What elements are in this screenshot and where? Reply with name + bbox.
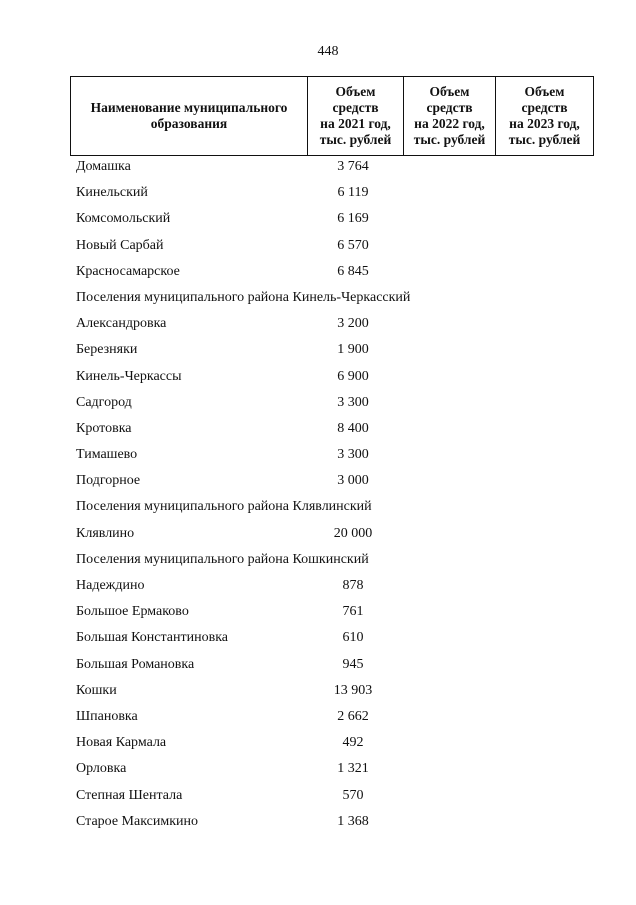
amount-2021: 8 400	[337, 420, 369, 436]
table-row	[0, 393, 636, 419]
amount-2021: 3 764	[337, 159, 369, 174]
municipality-name: Большое Ермаково	[76, 604, 189, 620]
amount-2021: 6 570	[337, 237, 369, 253]
municipality-name: Кошки	[76, 682, 117, 698]
municipality-name: Надеждино	[76, 578, 145, 593]
municipality-name: Старое Максимкино	[76, 813, 199, 829]
table-row	[0, 236, 636, 262]
table-row	[0, 314, 636, 340]
table-row	[0, 262, 636, 288]
page-number: 448	[317, 44, 339, 59]
amount-2021: 1 368	[337, 813, 369, 829]
table-row	[0, 681, 636, 707]
table-row	[0, 628, 636, 654]
table-row	[0, 733, 636, 759]
amount-2021: 761	[342, 604, 364, 620]
table-row	[0, 786, 636, 812]
municipality-name: Орловка	[76, 761, 127, 777]
municipality-name: Степная Шентала	[76, 787, 183, 803]
table-body	[0, 157, 636, 838]
municipality-name: Садгород	[76, 394, 132, 410]
group-header-row	[0, 497, 636, 523]
table-row	[0, 524, 636, 550]
table-row	[0, 340, 636, 366]
header-2023: Объем средств на 2023 год, тыс. рублей	[495, 77, 593, 155]
table-row	[0, 183, 636, 209]
municipality-name: Кротовка	[76, 420, 132, 436]
municipality-name: Подгорное	[76, 473, 141, 489]
municipality-name: Тимашево	[76, 447, 138, 463]
table-row	[0, 471, 636, 497]
table-row	[0, 157, 636, 183]
table-row	[0, 367, 636, 393]
table-row	[0, 812, 636, 838]
amount-2021: 945	[342, 656, 364, 672]
amount-2021: 6 119	[337, 185, 369, 201]
amount-2021: 1 900	[337, 342, 369, 358]
municipality-name: Новая Кармала	[76, 735, 167, 751]
table-row	[0, 209, 636, 235]
amount-2021: 6 845	[337, 263, 369, 279]
municipality-name: Александровка	[76, 316, 167, 332]
municipality-name: Большая Константиновка	[76, 630, 229, 646]
amount-2021: 6 900	[337, 368, 369, 384]
amount-2021: 3 000	[337, 473, 369, 489]
header-2021: Объем средств на 2021 год, тыс. рублей	[307, 77, 403, 155]
municipality-name: Клявлино	[76, 525, 135, 541]
group-title: Поселения муниципального района Кошкинский	[76, 551, 369, 567]
amount-2021: 2 662	[337, 708, 369, 724]
municipality-name: Кинель-Черкассы	[76, 368, 182, 384]
table-row	[0, 445, 636, 471]
table-row	[0, 602, 636, 628]
amount-2021: 13 903	[333, 682, 373, 698]
municipality-name: Березняки	[76, 342, 138, 358]
municipality-name: Кинельский	[76, 185, 148, 201]
amount-2021: 1 321	[337, 761, 369, 777]
table-row	[0, 655, 636, 681]
amount-2021: 878	[342, 578, 364, 593]
table-row	[0, 419, 636, 445]
group-header-row	[0, 550, 636, 576]
municipality-name: Красносамарское	[76, 263, 180, 279]
amount-2021: 610	[342, 630, 364, 646]
municipality-name: Шпановка	[76, 708, 138, 724]
group-header-row	[0, 288, 636, 314]
amount-2021: 3 300	[337, 447, 369, 463]
municipality-name: Новый Сарбай	[76, 237, 164, 253]
header-2022: Объем средств на 2022 год, тыс. рублей	[403, 77, 495, 155]
municipality-name: Домашка	[76, 159, 131, 174]
table-row	[0, 707, 636, 733]
table-row	[0, 576, 636, 602]
amount-2021: 6 169	[337, 211, 369, 227]
amount-2021: 570	[342, 787, 364, 803]
municipality-name: Комсомольский	[76, 211, 171, 227]
table-header	[70, 76, 594, 156]
table-row	[0, 759, 636, 785]
header-name: Наименование муниципального образования	[90, 100, 288, 131]
amount-2021: 3 300	[337, 394, 369, 410]
municipality-name: Большая Романовка	[76, 656, 195, 672]
group-title: Поселения муниципального района Клявлинский	[76, 499, 372, 515]
amount-2021: 492	[342, 735, 364, 751]
amount-2021: 20 000	[333, 525, 373, 541]
group-title: Поселения муниципального района Кинель-Черкасский	[76, 289, 411, 305]
amount-2021: 3 200	[337, 316, 369, 332]
